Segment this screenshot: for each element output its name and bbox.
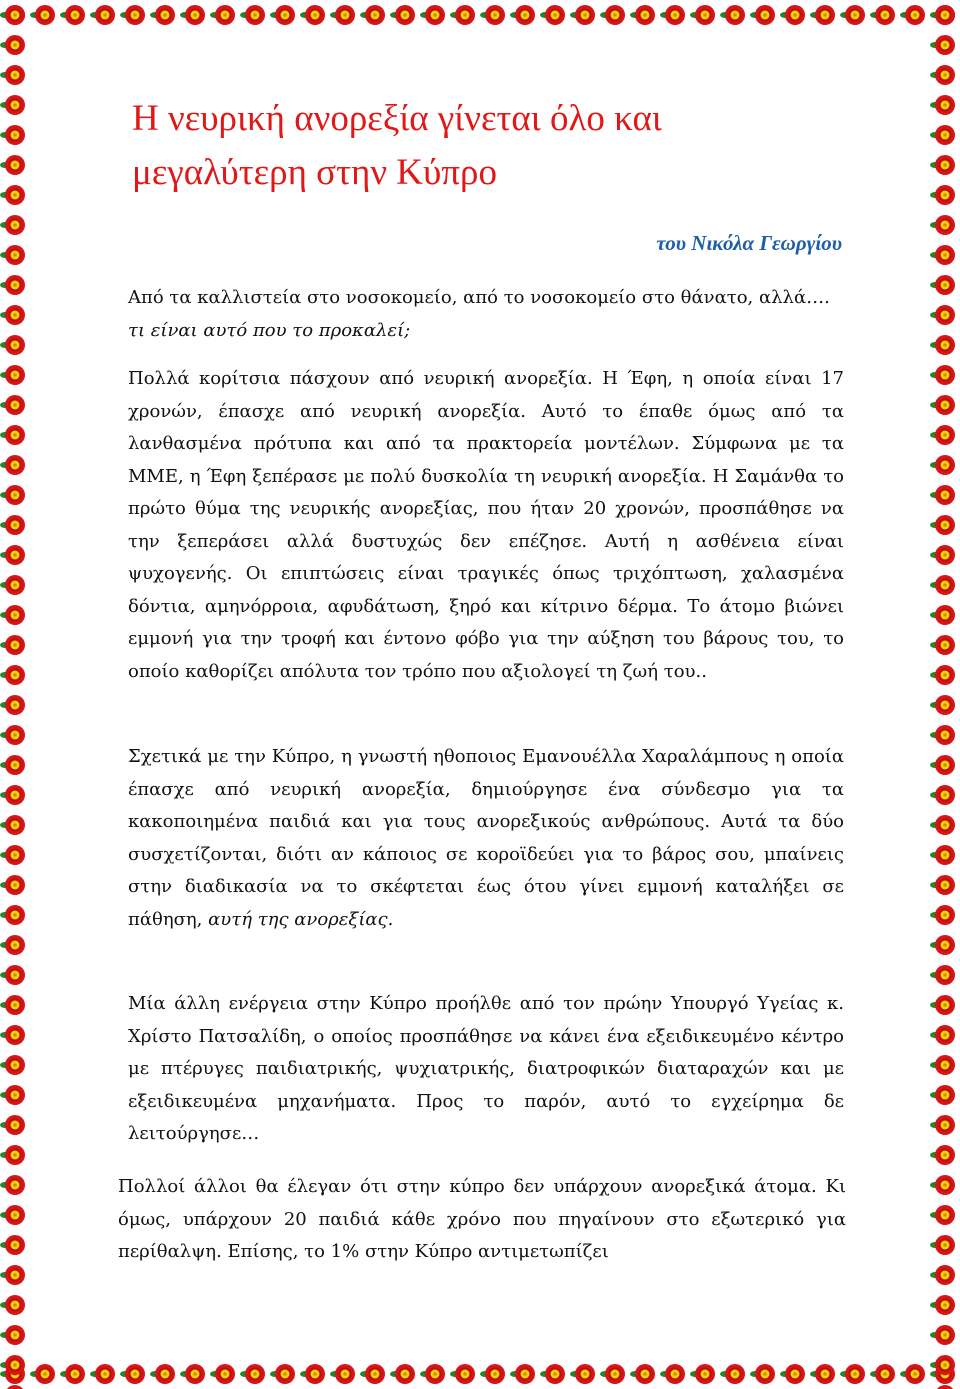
- flower-border-left: [0, 0, 30, 1389]
- intro-paragraph: [128, 282, 848, 347]
- flower-border-top: [0, 0, 960, 30]
- paragraph-3-italic: αυτή της ανορεξίας.: [208, 908, 394, 930]
- paragraph-statistics: Πολλοί άλλοι θα έλεγαν ότι στην κύπρο δεν υπάρχουν ανορεξικά άτομα. Κι όμως, υπάρχουν 20 παιδιά κάθε χρόνο που πηγαίνουν στο εξωτερικό για περίθαλψη. Επίσης, το 1% στην Κύπρο αντιμετωπίζει: [118, 1176, 846, 1262]
- intro-question: …. τι είναι αυτό που το προκαλεί;: [128, 287, 830, 341]
- flower-border-bottom: [0, 1359, 960, 1389]
- paragraph-anorexia-cases: Πολλά κορίτσια πάσχουν από νευρική ανορεξία. Η Έφη, η οποία είναι 17 χρονών, έπασχε από νευρική ανορεξία. Αυτό το έπαθε όμως από τα λανθασμένα πρότυπα και από τα πρακτορεία μοντέλων. Σύμφωνα με τα ΜΜΕ, η Έφη ξεπέρασε με πολύ δυσκολία τη νευρική ανορεξία. Η Σαμάνθα το πρώτο θύμα της νευρικής ανορεξίας, που ήταν 20 χρονών, προσπάθησε να την ξεπεράσει αλλά δυστυχώς δεν επέζησε. Αυτή η ασθένεια είναι ψυχογενής. Οι επιπτώσεις είναι τραγικές όπως τριχόπτωση, χαλασμένα δόντια, αμηνόρροια, αφυδάτωση, ξηρό και κίτρινο δέρμα. Το άτομο βιώνει εμμονή για την τροφή και έντονο φόβο για την αύξηση του βάρους του, το οποίο καθορίζει απόλυτα τον τρόπο που αξιολογεί τη ζωή του..: [128, 368, 844, 682]
- paragraph-cyprus-actress: [128, 741, 844, 936]
- intro-line-1: Από τα καλλιστεία στο νοσοκομείο, από το νοσοκομείο στο θάνατο, αλλά: [128, 287, 807, 308]
- article-author: του Νικόλα Γεωργίου: [656, 231, 842, 255]
- paragraph-3-text: Σχετικά με την Κύπρο, η γνωστή ηθοποιος Εμανουέλλα Χαραλάμπους η οποία έπασχε από νευρική ανορεξία, δημιούργησε ένα σύνδεσμο για τα κακοποιημένα παιδιά και για τους ανορεξικούς ανθρώπους. Αυτά τα δύο συσχετίζονται, διότι αν κάποιος σε κοροϊδεύει για το βάρος σου, μπαίνεις στην διαδικασία να το σκέφτεται έως ότου γίνει εμμονή καταλήξει σε πάθηση,: [128, 746, 844, 930]
- paragraph-health-minister: Μία άλλη ενέργεια στην Κύπρο προήλθε από τον πρώην Υπουργό Υγείας κ. Χρίστο Πατσαλίδη, ο οποίος προσπάθησε να κάνει ένα εξειδικευμένο κέντρο με πτέρυγες παιδιατρικής, ψυχιατρικής, διατροφικών διαταραχών και με εξειδικευμένα μηχανήματα. Προς το παρόν, αυτό το εγχείρημα δε λειτούργησε…: [128, 993, 844, 1144]
- flower-border-right: [930, 0, 960, 1389]
- article-title: Η νευρική ανορεξία γίνεται όλο και μεγαλύτερη στην Κύπρο: [132, 98, 662, 193]
